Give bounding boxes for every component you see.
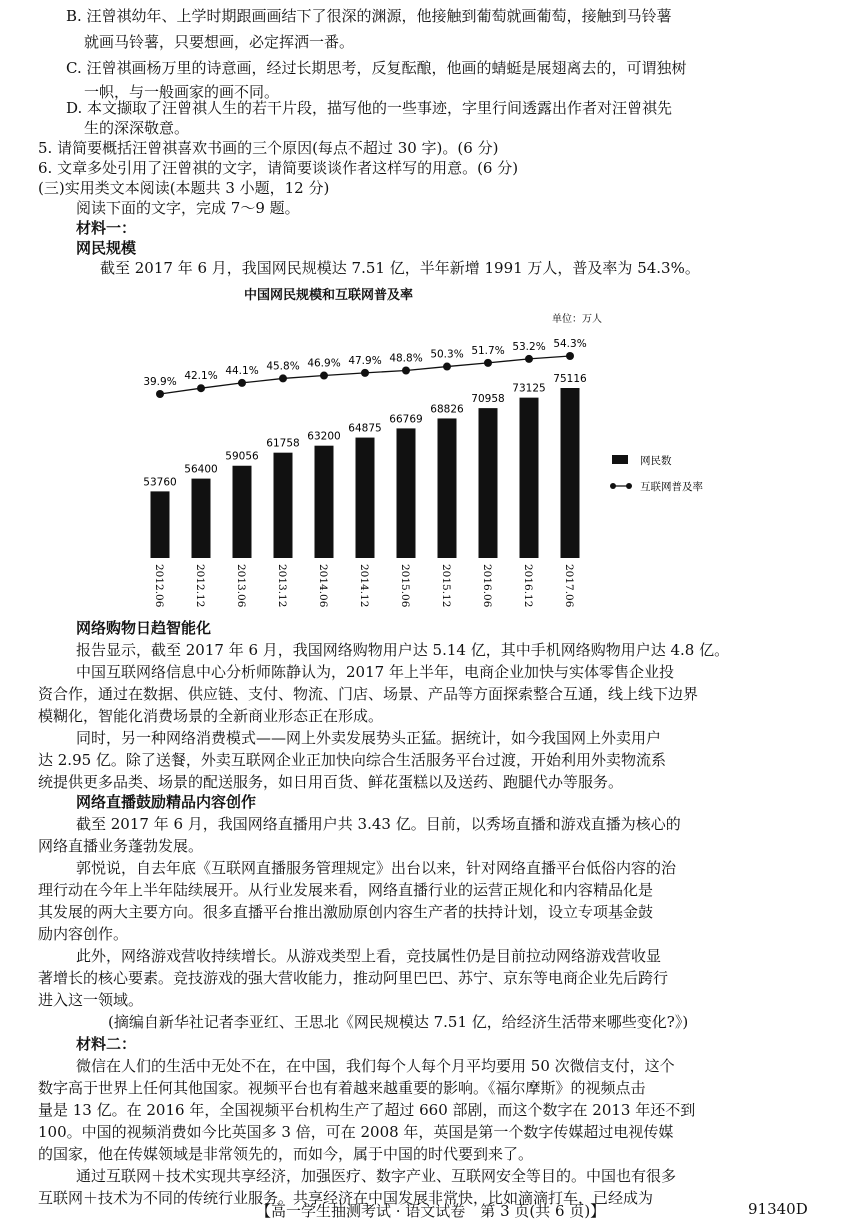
legend-swatch-bars bbox=[612, 455, 628, 464]
paragraph-line: 的国家，他在传媒领域是非常领先的，而如今，属于中国的时代要到来了。 bbox=[38, 1145, 534, 1163]
paragraph-netizen-scale: 截至 2017 年 6 月，我国网民规模达 7.51 亿，半年新增 1991 万人，普及率为 54.3%。 bbox=[100, 259, 700, 277]
footer-code: 91340D bbox=[748, 1200, 808, 1218]
rate-value-label: 54.3% bbox=[553, 338, 587, 350]
bar bbox=[520, 398, 539, 558]
paragraph-line: 同时，另一种网络消费模式——网上外卖发展势头正猛。据统计，如今我国网上外卖用户 bbox=[76, 729, 662, 747]
rate-point bbox=[443, 363, 451, 371]
bar bbox=[192, 479, 211, 558]
option-b-line1: B. 汪曾祺幼年、上学时期跟画画结下了很深的渊源，他接触到葡萄就画葡萄，接触到马铃薯 bbox=[66, 7, 672, 25]
rate-value-label: 42.1% bbox=[184, 370, 218, 383]
footer-exam-info: 【高一学生抽测考试 · 语文试卷 第 3 页(共 6 页)】 bbox=[256, 1202, 606, 1220]
unit-label: 单位：万人 bbox=[552, 314, 602, 325]
paragraph-line: 中国互联网络信息中心分析师陈静认为，2017 年上半年，电商企业加快与实体零售企业投 bbox=[76, 663, 674, 681]
paragraph-line: 郭悦说，自去年底《互联网直播服务管理规定》出台以来，针对网络直播平台低俗内容的治 bbox=[76, 859, 677, 877]
bar-value-label: 68826 bbox=[430, 403, 464, 416]
rate-value-label: 39.9% bbox=[143, 376, 177, 388]
legend-point-rate bbox=[610, 483, 616, 489]
rate-point bbox=[484, 359, 492, 367]
x-tick-label: 2015.12 bbox=[440, 564, 452, 608]
paragraph-line: 模糊化，智能化消费场景的全新商业形态正在形成。 bbox=[38, 707, 384, 725]
heading-live-streaming: 网络直播鼓励精品内容创作 bbox=[76, 793, 257, 811]
x-tick-label: 2016.12 bbox=[522, 564, 534, 608]
legend-label-rate: 互联网普及率 bbox=[640, 481, 703, 493]
paragraph-line: 统提供更多品类、场景的配送服务，如日用百货、鲜花蛋糕以及送药、跑腿代办等服务。 bbox=[38, 773, 624, 791]
x-tick-label: 2014.06 bbox=[317, 564, 329, 608]
rate-point bbox=[320, 372, 328, 380]
netizen-chart bbox=[100, 284, 740, 614]
rate-value-label: 51.7% bbox=[471, 344, 505, 357]
x-tick-label: 2012.06 bbox=[153, 564, 165, 608]
bar bbox=[479, 408, 498, 558]
rate-value-label: 45.8% bbox=[266, 360, 300, 373]
paragraph-line: 通过互联网＋技术实现共享经济，加强医疗、数字产业、互联网安全等目的。中国也有很多 bbox=[76, 1167, 677, 1185]
legend-label-bars: 网民数 bbox=[640, 455, 672, 467]
rate-value-label: 44.1% bbox=[225, 364, 259, 377]
chart-svg bbox=[100, 284, 740, 614]
rate-point bbox=[402, 367, 410, 375]
rate-value-label: 53.2% bbox=[512, 340, 546, 353]
x-tick-label: 2014.12 bbox=[358, 564, 370, 608]
paragraph-line: 资合作，通过在数据、供应链、支付、物流、门店、场景、产品等方面探索整合互通，线上线下边界 bbox=[38, 685, 699, 703]
bar bbox=[315, 446, 334, 558]
paragraph-line: 达 2.95 亿。除了送餐，外卖互联网企业正加快向综合生活服务平台过渡，开始利用外卖物流系 bbox=[38, 751, 666, 769]
x-tick-label: 2017.06 bbox=[563, 564, 575, 608]
rate-point bbox=[279, 374, 287, 382]
rate-value-label: 48.8% bbox=[389, 352, 423, 365]
bar-value-label: 61758 bbox=[266, 437, 300, 450]
paragraph-line: 励内容创作。 bbox=[38, 925, 129, 943]
bar bbox=[356, 438, 375, 558]
bar bbox=[397, 428, 416, 558]
heading-netizen-scale: 网民规模 bbox=[76, 239, 137, 257]
rate-point bbox=[238, 379, 246, 387]
instructions: 阅读下面的文字，完成 7～9 题。 bbox=[76, 199, 300, 217]
x-tick-label: 2013.12 bbox=[276, 564, 288, 608]
bar-value-label: 75116 bbox=[553, 373, 587, 385]
bar bbox=[233, 466, 252, 558]
paragraph-line: 数字高于世界上任何其他国家。视频平台也有着越来越重要的影响。《福尔摩斯》的视频点击 bbox=[38, 1079, 646, 1097]
rate-value-label: 47.9% bbox=[348, 354, 382, 367]
question-6: 6. 文章多处引用了汪曾祺的文字，请简要谈谈作者这样写的用意。(6 分) bbox=[38, 159, 519, 177]
paragraph-line: 报告显示，截至 2017 年 6 月，我国网络购物用户达 5.14 亿，其中手机网络购物用户达 4.8 亿。 bbox=[76, 641, 730, 659]
heading-online-shopping: 网络购物日趋智能化 bbox=[76, 619, 212, 637]
x-tick-label: 2016.06 bbox=[481, 564, 493, 608]
x-tick-label: 2015.06 bbox=[399, 564, 411, 608]
paragraph-line: 网络直播业务蓬勃发展。 bbox=[38, 837, 204, 855]
rate-point bbox=[197, 384, 205, 392]
rate-value-label: 46.9% bbox=[307, 357, 341, 370]
paragraph-line: 其发展的两大主要方向。很多直播平台推出激励原创内容生产者的扶持计划，设立专项基金鼓 bbox=[38, 903, 654, 921]
option-c-line2: 一帜，与一般画家的画不同。 bbox=[84, 83, 280, 101]
material-1-label: 材料一： bbox=[76, 219, 137, 237]
rate-point bbox=[361, 369, 369, 377]
chart-title: 中国网民规模和互联网普及率 bbox=[244, 288, 414, 303]
question-5: 5. 请简要概括汪曾祺喜欢书画的三个原因(每点不超过 30 字)。(6 分) bbox=[38, 139, 499, 157]
material-2-label: 材料二： bbox=[76, 1035, 137, 1053]
option-c-line1: C. 汪曾祺画杨万里的诗意画，经过长期思考，反复酝酿，他画的蜻蜓是展翅离去的，可谓独树 bbox=[66, 59, 687, 77]
rate-value-label: 50.3% bbox=[430, 348, 464, 361]
section-3-heading: (三)实用类文本阅读(本题共 3 小题，12 分) bbox=[38, 179, 330, 197]
rate-point bbox=[156, 390, 164, 398]
bar-value-label: 70958 bbox=[471, 393, 505, 406]
paragraph-line: 互联网＋技术为不同的传统行业服务。共享经济在中国发展非常快，比如滴滴打车，已经成为 bbox=[38, 1189, 654, 1207]
bar-value-label: 59056 bbox=[225, 450, 259, 463]
bar-value-label: 66769 bbox=[389, 413, 423, 426]
bar-value-label: 56400 bbox=[184, 463, 218, 476]
legend-point-rate bbox=[626, 483, 632, 489]
bar-value-label: 73125 bbox=[512, 382, 546, 395]
source-citation: (摘编自新华社记者李亚红、王思北《网民规模达 7.51 亿，给经济生活带来哪些变化?》) bbox=[108, 1013, 689, 1031]
paragraph-line: 理行动在今年上半年陆续展开。从行业发展来看，网络直播行业的运营正规化和内容精品化是 bbox=[38, 881, 654, 899]
rate-point bbox=[525, 355, 533, 363]
bar bbox=[151, 491, 170, 558]
bar-value-label: 53760 bbox=[143, 476, 177, 489]
option-b-line2: 就画马铃薯，只要想画，必定挥洒一番。 bbox=[84, 33, 355, 51]
x-tick-label: 2012.12 bbox=[194, 564, 206, 608]
option-d-line1: D. 本文撷取了汪曾祺人生的若干片段，描写他的一些事迹，字里行间透露出作者对汪曾祺先 bbox=[66, 99, 673, 117]
option-d-line2: 生的深深敬意。 bbox=[84, 119, 190, 137]
rate-point bbox=[566, 352, 574, 360]
bar-value-label: 63200 bbox=[307, 430, 341, 443]
bar bbox=[438, 418, 457, 558]
x-tick-label: 2013.06 bbox=[235, 564, 247, 608]
paragraph-line: 量是 13 亿。在 2016 年，全国视频平台机构生产了超过 660 部剧，而这个数字在 2013 年还不到 bbox=[38, 1101, 696, 1119]
paragraph-line: 著增长的核心要素。竞技游戏的强大营收能力，推动阿里巴巴、苏宁、京东等电商企业先后跨行 bbox=[38, 969, 669, 987]
paragraph-line: 100。中国的视频消费如今比英国多 3 倍，可在 2008 年，英国是第一个数字传媒超过电视传媒 bbox=[38, 1123, 674, 1141]
paragraph-line: 微信在人们的生活中无处不在，在中国，我们每个人每个月平均要用 50 次微信支付，这个 bbox=[76, 1057, 675, 1075]
bar-value-label: 64875 bbox=[348, 422, 382, 435]
bar bbox=[561, 388, 580, 558]
bar bbox=[274, 453, 293, 558]
paragraph-line: 进入这一领域。 bbox=[38, 991, 144, 1009]
paragraph-line: 截至 2017 年 6 月，我国网络直播用户共 3.43 亿。目前，以秀场直播和游戏直播为核心的 bbox=[76, 815, 681, 833]
paragraph-line: 此外，网络游戏营收持续增长。从游戏类型上看，竞技属性仍是目前拉动网络游戏营收显 bbox=[76, 947, 662, 965]
